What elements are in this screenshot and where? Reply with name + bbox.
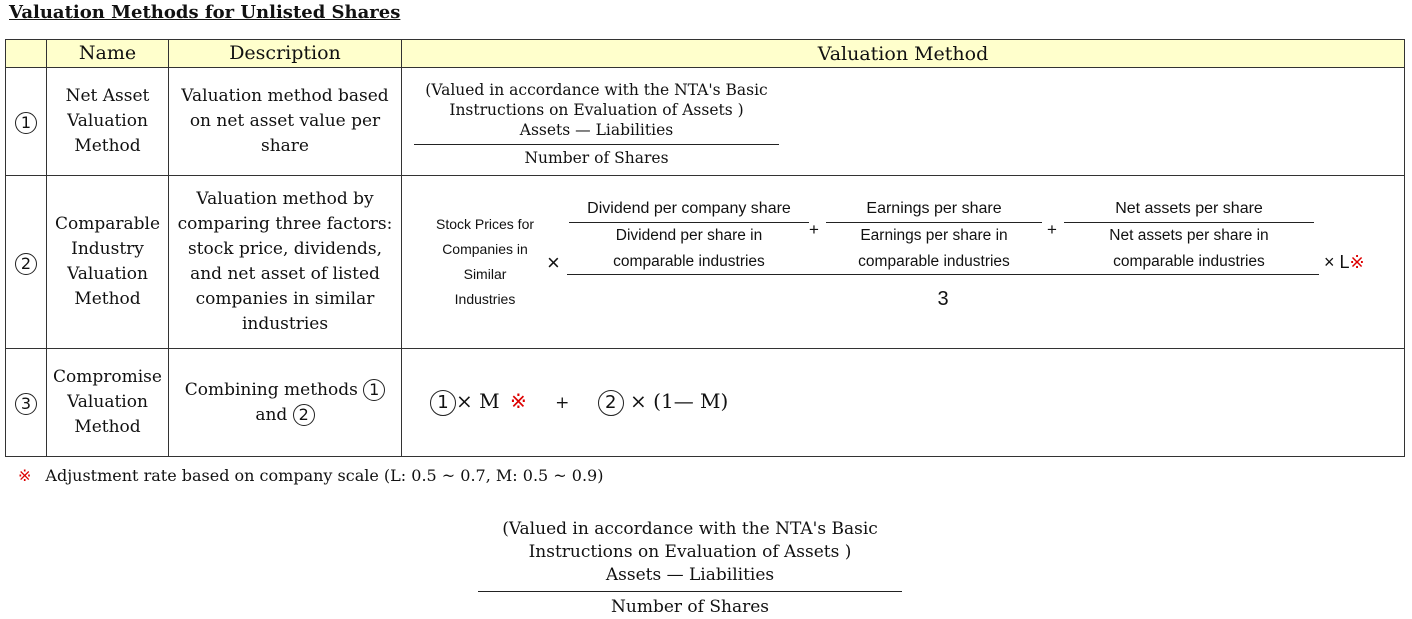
times-sign: ×: [547, 250, 560, 275]
circled-ref-1: 1: [430, 390, 456, 416]
prefix-line: Companies in: [442, 241, 528, 257]
fraction-net-assets: [1064, 196, 1314, 275]
desc-line: and net asset of listed: [190, 264, 380, 284]
fraction-earnings: [826, 196, 1042, 275]
method-formula-3: [402, 349, 1405, 457]
denominator-line: comparable industries: [1113, 253, 1265, 270]
row-number: [6, 68, 47, 176]
reference-mark: ※: [509, 389, 527, 413]
name-line: Compromise: [53, 367, 162, 387]
plus-sign: +: [809, 220, 819, 239]
division-line: [567, 274, 1319, 275]
table-row: [6, 349, 1405, 457]
valuation-table: [5, 39, 1405, 457]
formula-note: (Valued in accordance with the NTA's Basic: [502, 519, 878, 539]
footnote-text: Adjustment rate based on company scale (L: 0.5 ~ 0.7, M: 0.5 ~ 0.9): [45, 466, 604, 485]
desc-line: companies in similar: [195, 289, 375, 309]
name-line: Method: [74, 136, 141, 156]
name-line: Method: [74, 289, 141, 309]
desc-line: share: [261, 136, 309, 156]
desc-text: and: [255, 404, 288, 425]
net-asset-formula: [414, 80, 779, 168]
prefix-line: Industries: [454, 291, 516, 307]
formula-denominator: Number of Shares: [478, 591, 902, 619]
circled-number: 2: [15, 253, 37, 275]
multiply-l: [1324, 252, 1365, 273]
name-line: Net Asset: [65, 86, 150, 106]
denominator-line: Net assets per share in: [1109, 227, 1269, 244]
denominator-line: Dividend per share in: [615, 227, 763, 244]
method-description: [169, 349, 402, 457]
circled-ref-2: 2: [598, 390, 624, 416]
page-title: Valuation Methods for Unlisted Shares: [9, 2, 401, 23]
formula-numerator: Assets — Liabilities: [605, 565, 775, 585]
formula-numerator: Assets — Liabilities: [519, 121, 674, 139]
formula-note: Instructions on Evaluation of Assets ): [528, 542, 852, 562]
suffix-text: × L: [1324, 252, 1350, 272]
name-line: Industry: [71, 239, 144, 259]
circled-number: 3: [15, 393, 37, 415]
formula-part2: × (1— M): [630, 389, 729, 413]
desc-line: industries: [241, 314, 329, 334]
header-number: [6, 40, 47, 68]
bottom-formula: [478, 518, 902, 619]
desc-line: on net asset value per: [189, 111, 381, 131]
reference-mark: ※: [1349, 252, 1365, 272]
desc-line: Valuation method by: [196, 189, 374, 209]
name-line: Comparable: [54, 214, 161, 234]
circled-ref-2: 2: [293, 404, 315, 426]
prefix-line: Similar: [463, 266, 507, 282]
table-row: [6, 68, 1405, 176]
name-line: Valuation: [67, 111, 148, 131]
fraction-denominator: [826, 222, 1042, 275]
circled-number: 1: [15, 112, 37, 134]
prefix-line: Stock Prices for: [435, 216, 535, 232]
header-description: Description: [169, 40, 402, 68]
method-name: [47, 176, 169, 349]
fraction-dividend: [569, 196, 809, 275]
row-number: [6, 176, 47, 349]
method-description: [169, 68, 402, 176]
method-formula-1: [402, 68, 1405, 176]
divisor: 3: [937, 288, 949, 310]
compromise-formula: [430, 389, 728, 416]
fraction-denominator: [1064, 222, 1314, 275]
table-row: [6, 176, 1405, 349]
formula-note: Instructions on Evaluation of Assets ): [449, 101, 744, 119]
plus-sign: +: [555, 393, 570, 413]
name-line: Valuation: [67, 392, 148, 412]
header-name: Name: [47, 40, 169, 68]
desc-line: comparing three factors:: [177, 214, 393, 234]
formula-note: (Valued in accordance with the NTA's Basic: [425, 81, 768, 99]
name-line: Valuation: [67, 264, 148, 284]
method-formula-2: [402, 176, 1405, 349]
fraction-numerator: Net assets per share: [1115, 200, 1263, 217]
method-description: [169, 176, 402, 349]
header-row: [6, 40, 1405, 68]
desc-text: Combining methods: [184, 379, 358, 400]
footnote: [18, 466, 603, 485]
desc-line: [173, 403, 397, 428]
desc-line: Valuation method based: [181, 86, 389, 106]
header-method: Valuation Method: [402, 40, 1405, 68]
desc-line: [173, 378, 397, 403]
formula-prefix: [416, 212, 554, 312]
desc-line: stock price, dividends,: [187, 239, 383, 259]
plus-sign: +: [1047, 220, 1057, 239]
formula-part1: × M: [456, 389, 500, 413]
method-name: [47, 349, 169, 457]
formula-denominator: Number of Shares: [414, 144, 779, 168]
denominator-line: comparable industries: [858, 253, 1010, 270]
name-line: Method: [74, 417, 141, 437]
method-name: [47, 68, 169, 176]
denominator-line: Earnings per share in: [860, 227, 1008, 244]
fraction-denominator: [569, 222, 809, 275]
reference-mark: ※: [18, 466, 32, 485]
row-number: [6, 349, 47, 457]
circled-ref-1: 1: [363, 379, 385, 401]
fraction-numerator: Dividend per company share: [587, 200, 791, 217]
fraction-numerator: Earnings per share: [866, 200, 1002, 217]
denominator-line: comparable industries: [613, 253, 765, 270]
